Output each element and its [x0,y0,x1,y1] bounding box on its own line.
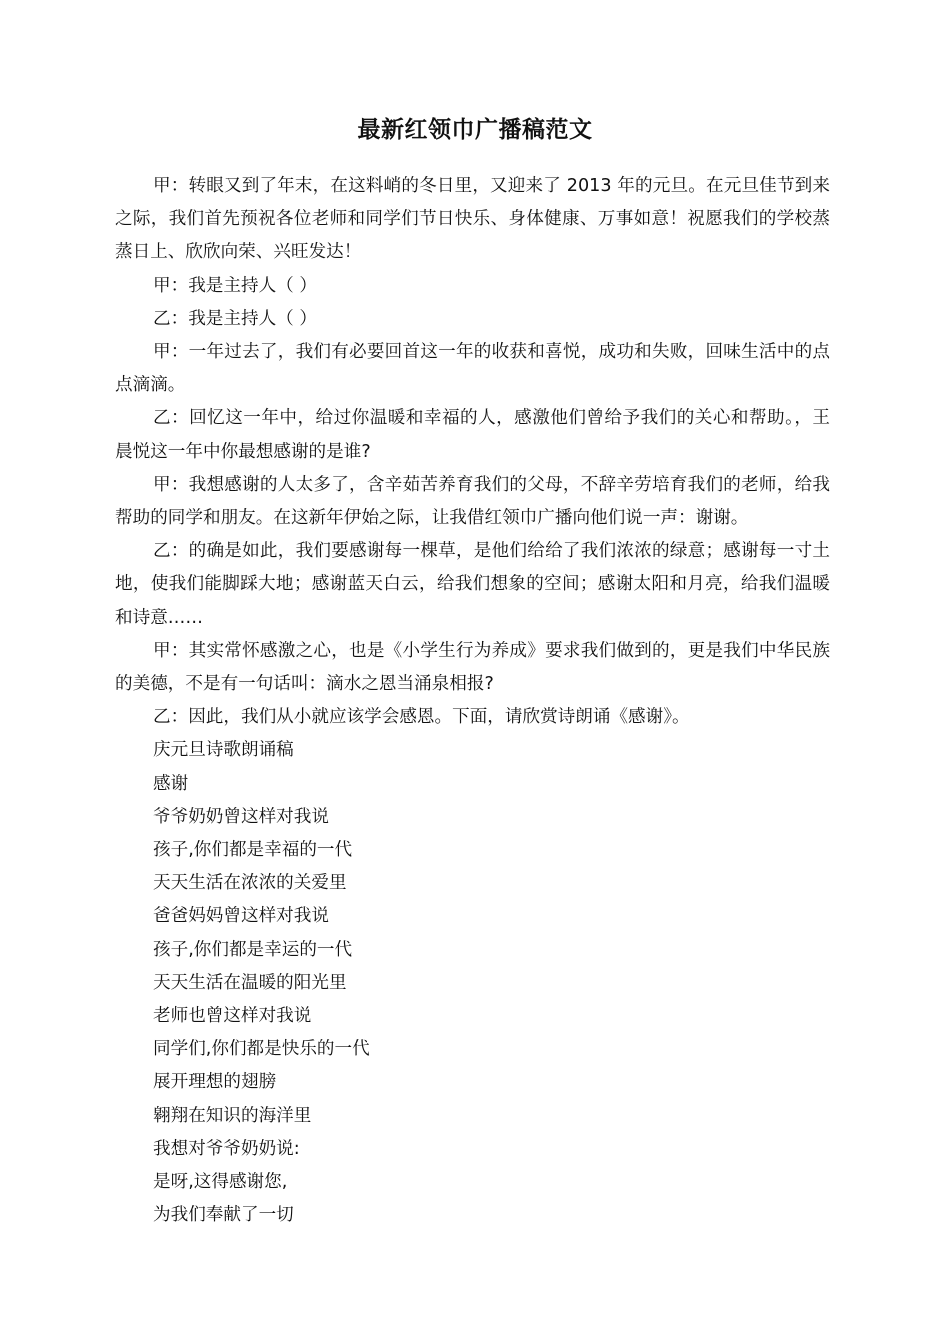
paragraph-host-jia: 甲：我是主持人（ ） [153,275,317,296]
poem-line: 展开理想的翅膀 [153,1072,277,1093]
paragraph-thanks: 甲：我想感谢的人太多了，含辛茹苦养育我们的父母，不辞辛劳培育我们的老师，给我帮助的同学和朋友。在这新年伊始之际，让我借红领巾广播向他们说一声：谢谢。 [115,474,830,529]
paragraph-greeting: 甲：转眼又到了年末，在这料峭的冬日里，又迎来了 2013 年的元旦。在元旦佳节到来之际，我们首先预祝各位老师和同学们节日快乐、身体健康、万事如意！祝愿我们的学校蒸蒸日上、欣欣向荣、兴旺发达！ [115,176,830,263]
poem-line: 翱翔在知识的海洋里 [153,1105,312,1126]
poem-line: 天天生活在温暖的阳光里 [153,972,347,993]
poem-line: 孩子,你们都是幸福的一代 [153,840,353,861]
document-body [115,170,830,1233]
poem-line: 爸爸妈妈曾这样对我说 [153,906,329,927]
poem-line: 天天生活在浓浓的关爱里 [153,873,347,894]
paragraph-gratitude: 乙：的确是如此，我们要感谢每一棵草，是他们给给了我们浓浓的绿意；感谢每一寸土地，使我们能脚踩大地；感谢蓝天白云，给我们想象的空间；感谢太阳和月亮，给我们温暖和诗意…… [115,541,830,628]
poem-line: 为我们奉献了一切 [153,1205,294,1226]
paragraph-host-yi: 乙：我是主持人（ ） [153,308,317,329]
paragraph-review: 甲：一年过去了，我们有必要回首这一年的收获和喜悦，成功和失败，回味生活中的点点滴滴。 [115,342,830,396]
poem-line: 我想对爷爷奶奶说: [153,1138,300,1159]
poem-line: 孩子,你们都是幸运的一代 [153,939,353,960]
poem-line: 爷爷奶奶曾这样对我说 [153,806,329,827]
poem-line: 同学们,你们都是快乐的一代 [153,1039,370,1060]
paragraph-virtue: 甲：其实常怀感激之心，也是《小学生行为养成》要求我们做到的，更是我们中华民族的美德，不是有一句话叫：滴水之恩当涌泉相报? [115,640,830,695]
paragraph-memory: 乙：回忆这一年中，给过你温暖和幸福的人，感激他们曾给予我们的关心和帮助。，王晨悦这一年中你最想感谢的是谁? [115,408,830,462]
poem-title: 感谢 [153,773,189,794]
poem-line: 老师也曾这样对我说 [153,1006,312,1027]
paragraph-intro-poem: 乙：因此，我们从小就应该学会感恩。下面，请欣赏诗朗诵《感谢》。 [153,707,690,728]
poem-heading: 庆元旦诗歌朗诵稿 [153,740,294,761]
document-title: 最新红领巾广播稿范文 [357,117,593,143]
poem-line: 是呀,这得感谢您, [153,1172,288,1193]
